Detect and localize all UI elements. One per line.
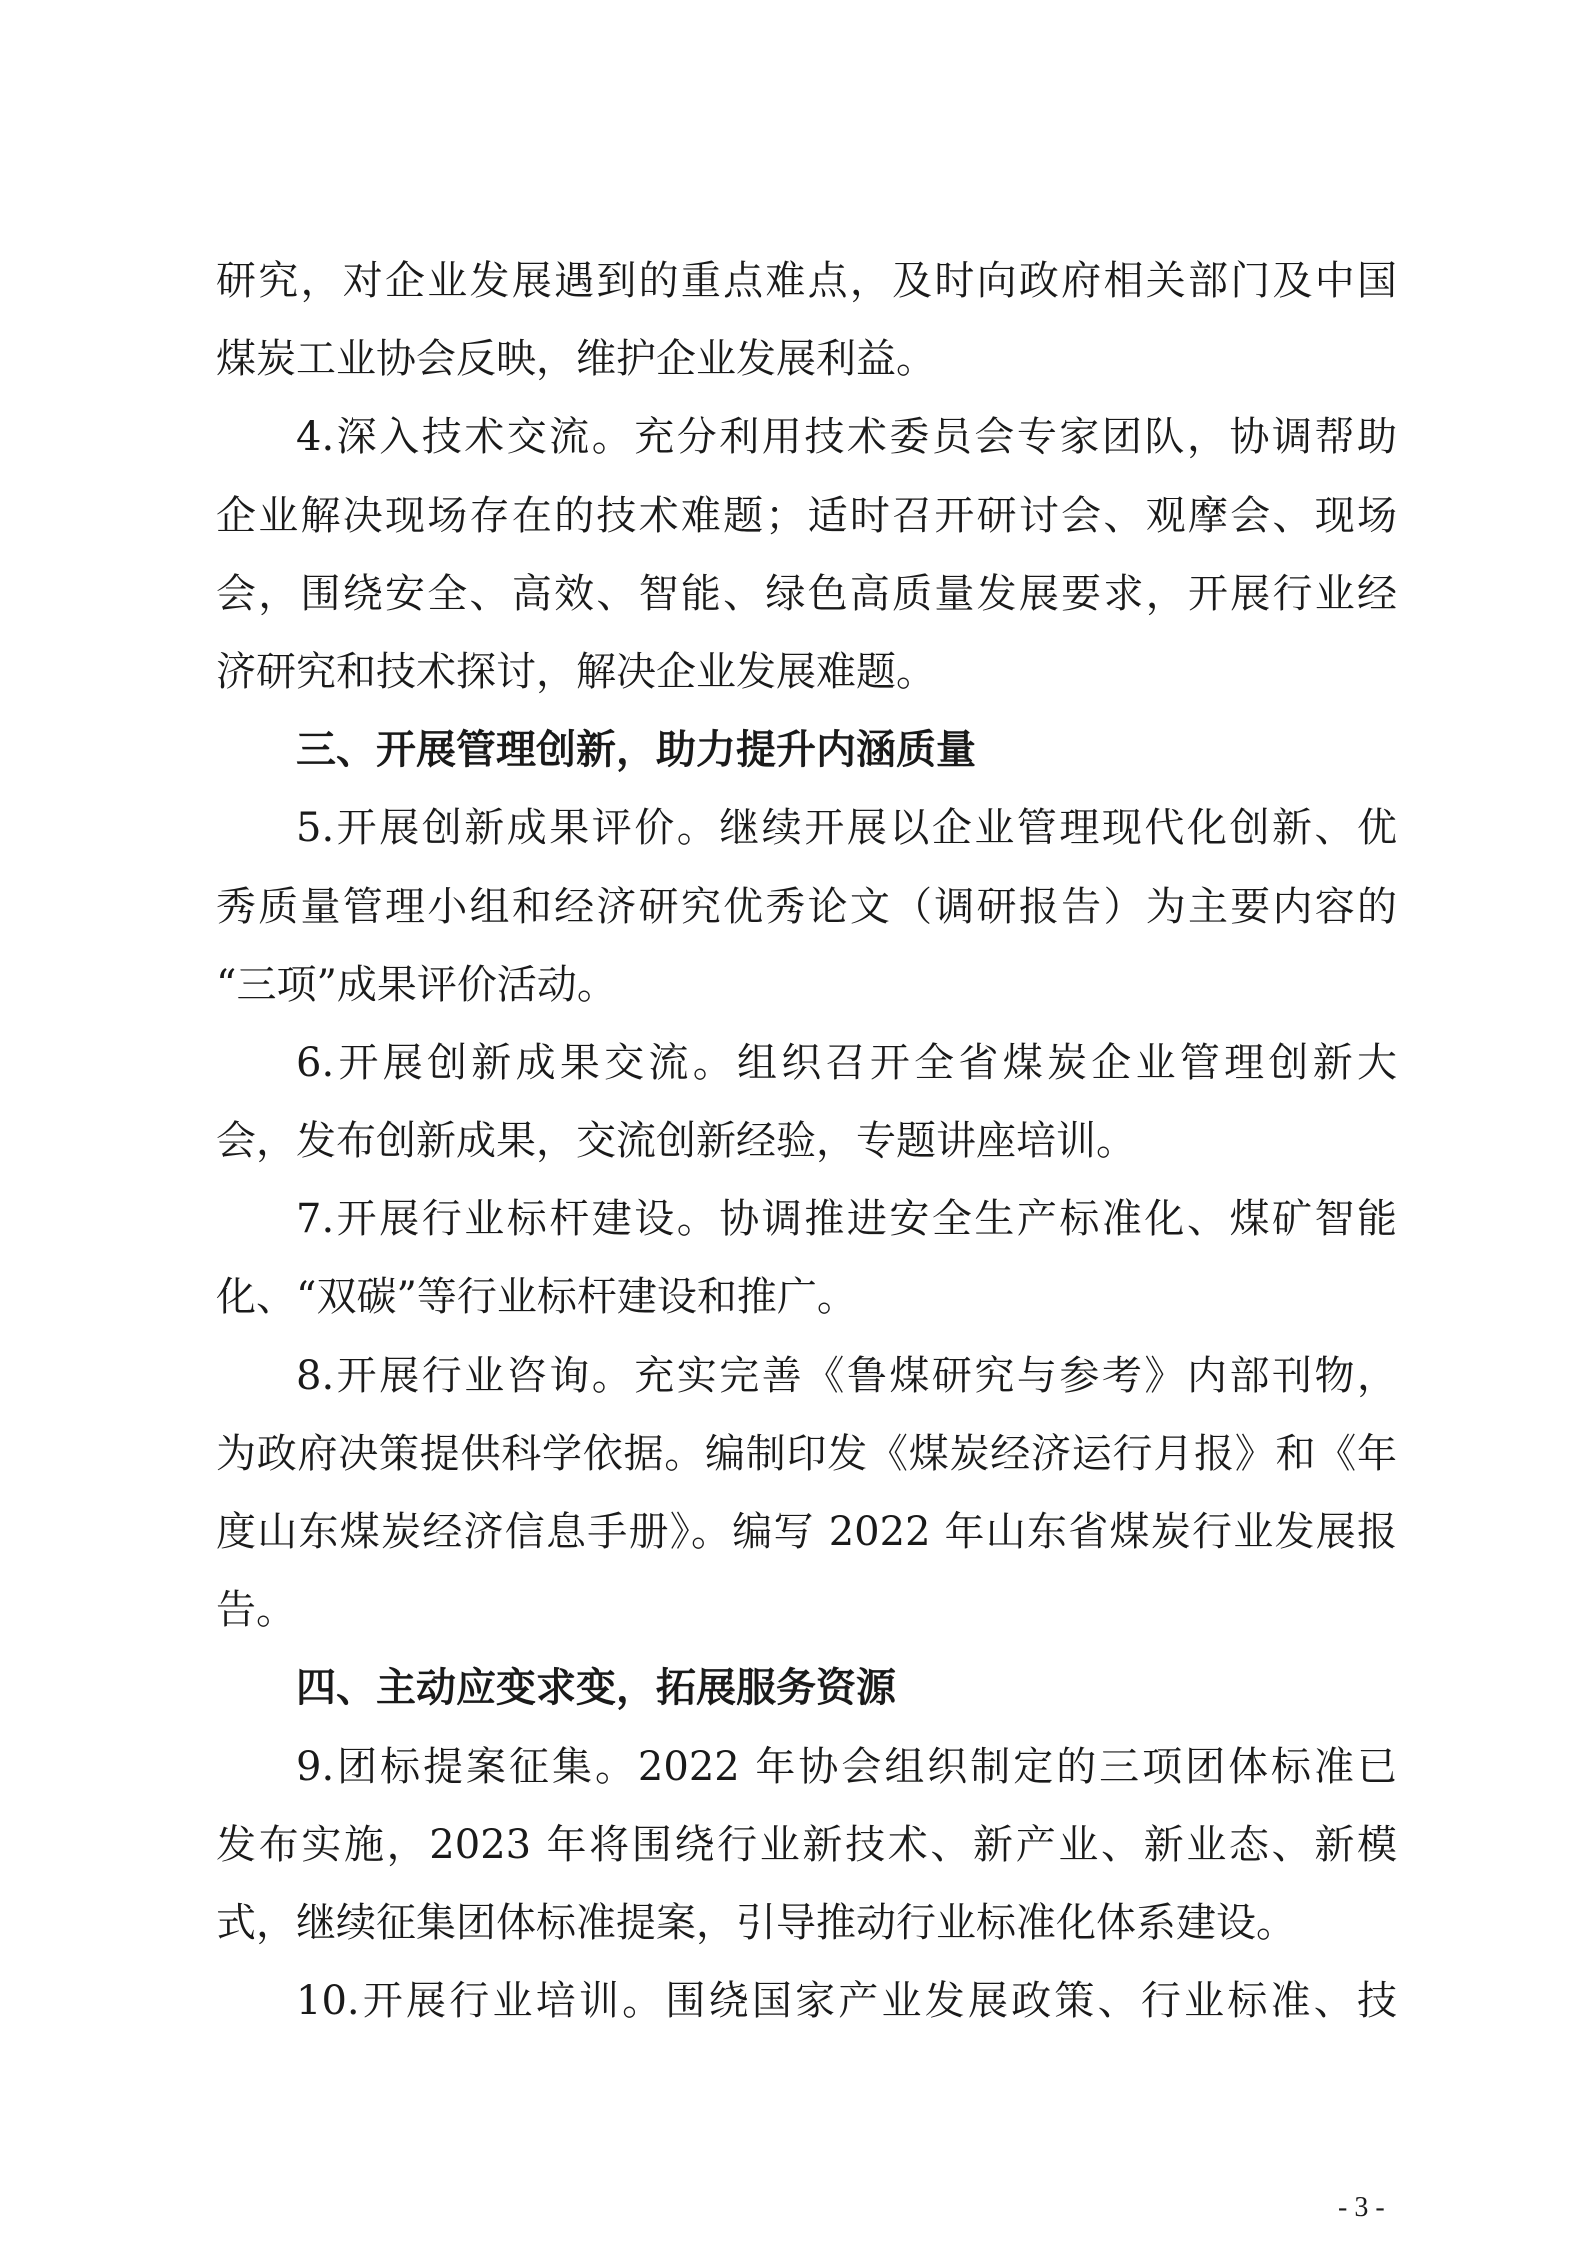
text-line: 为政府决策提供科学依据。编制印发《煤炭经济运行月报》和《年 <box>216 1430 1397 1477</box>
paragraph-item-9 <box>216 1728 1397 1963</box>
text-line: 研究，对企业发展遇到的重点难点，及时向政府相关部门及中国 <box>216 258 1397 304</box>
text-line: 秀质量管理小组和经济研究优秀论文（调研报告）为主要内容的 <box>216 883 1397 930</box>
text-line: 8.开展行业咨询。充实完善《鲁煤研究与参考》内部刊物， <box>296 1352 1397 1399</box>
section-heading-4: 四、主动应变求变，拓展服务资源 <box>296 1664 896 1712</box>
paragraph-item-5 <box>216 789 1397 1024</box>
text-line: “三项”成果评价活动。 <box>216 961 617 1008</box>
paragraph-item-4 <box>216 398 1397 711</box>
paragraph-item-6 <box>216 1024 1397 1180</box>
text-line: 告。 <box>216 1587 296 1634</box>
text-line: 5.开展创新成果评价。继续开展以企业管理现代化创新、优 <box>296 805 1397 852</box>
text-line: 济研究和技术探讨，解决企业发展难题。 <box>216 648 936 695</box>
text-line: 9.团标提案征集。2022 年协会组织制定的三项团体标准已 <box>296 1743 1397 1790</box>
text-line: 化、“双碳”等行业标杆建设和推广。 <box>216 1274 857 1321</box>
text-line: 式，继续征集团体标准提案，引导推动行业标准化体系建设。 <box>216 1899 1296 1946</box>
paragraph-item-10 <box>216 1962 1397 2040</box>
text-line: 会，围绕安全、高效、智能、绿色高质量发展要求，开展行业经 <box>216 570 1397 617</box>
text-line: 10.开展行业培训。围绕国家产业发展政策、行业标准、技 <box>296 1978 1397 2025</box>
page-number: - 3 - <box>1338 2192 1385 2223</box>
paragraph-item-8 <box>216 1337 1397 1650</box>
section-heading-3: 三、开展管理创新，助力提升内涵质量 <box>296 726 976 774</box>
text-line: 度山东煤炭经济信息手册》。编写 2022 年山东省煤炭行业发展报 <box>216 1509 1397 1555</box>
text-line: 会，发布创新成果，交流创新经验，专题讲座培训。 <box>216 1118 1136 1165</box>
text-line: 企业解决现场存在的技术难题；适时召开研讨会、观摩会、现场 <box>216 492 1397 539</box>
text-line: 7.开展行业标杆建设。协调推进安全生产标准化、煤矿智能 <box>296 1196 1397 1243</box>
text-line: 煤炭工业协会反映，维护企业发展利益。 <box>216 336 936 383</box>
paragraph-continuation <box>216 242 1397 398</box>
paragraph-item-7 <box>216 1180 1397 1336</box>
text-line: 6.开展创新成果交流。组织召开全省煤炭企业管理创新大 <box>296 1039 1397 1086</box>
text-line: 4.深入技术交流。充分利用技术委员会专家团队，协调帮助 <box>296 414 1397 461</box>
text-line: 发布实施，2023 年将围绕行业新技术、新产业、新业态、新模 <box>216 1821 1397 1868</box>
document-body <box>216 242 1397 2040</box>
